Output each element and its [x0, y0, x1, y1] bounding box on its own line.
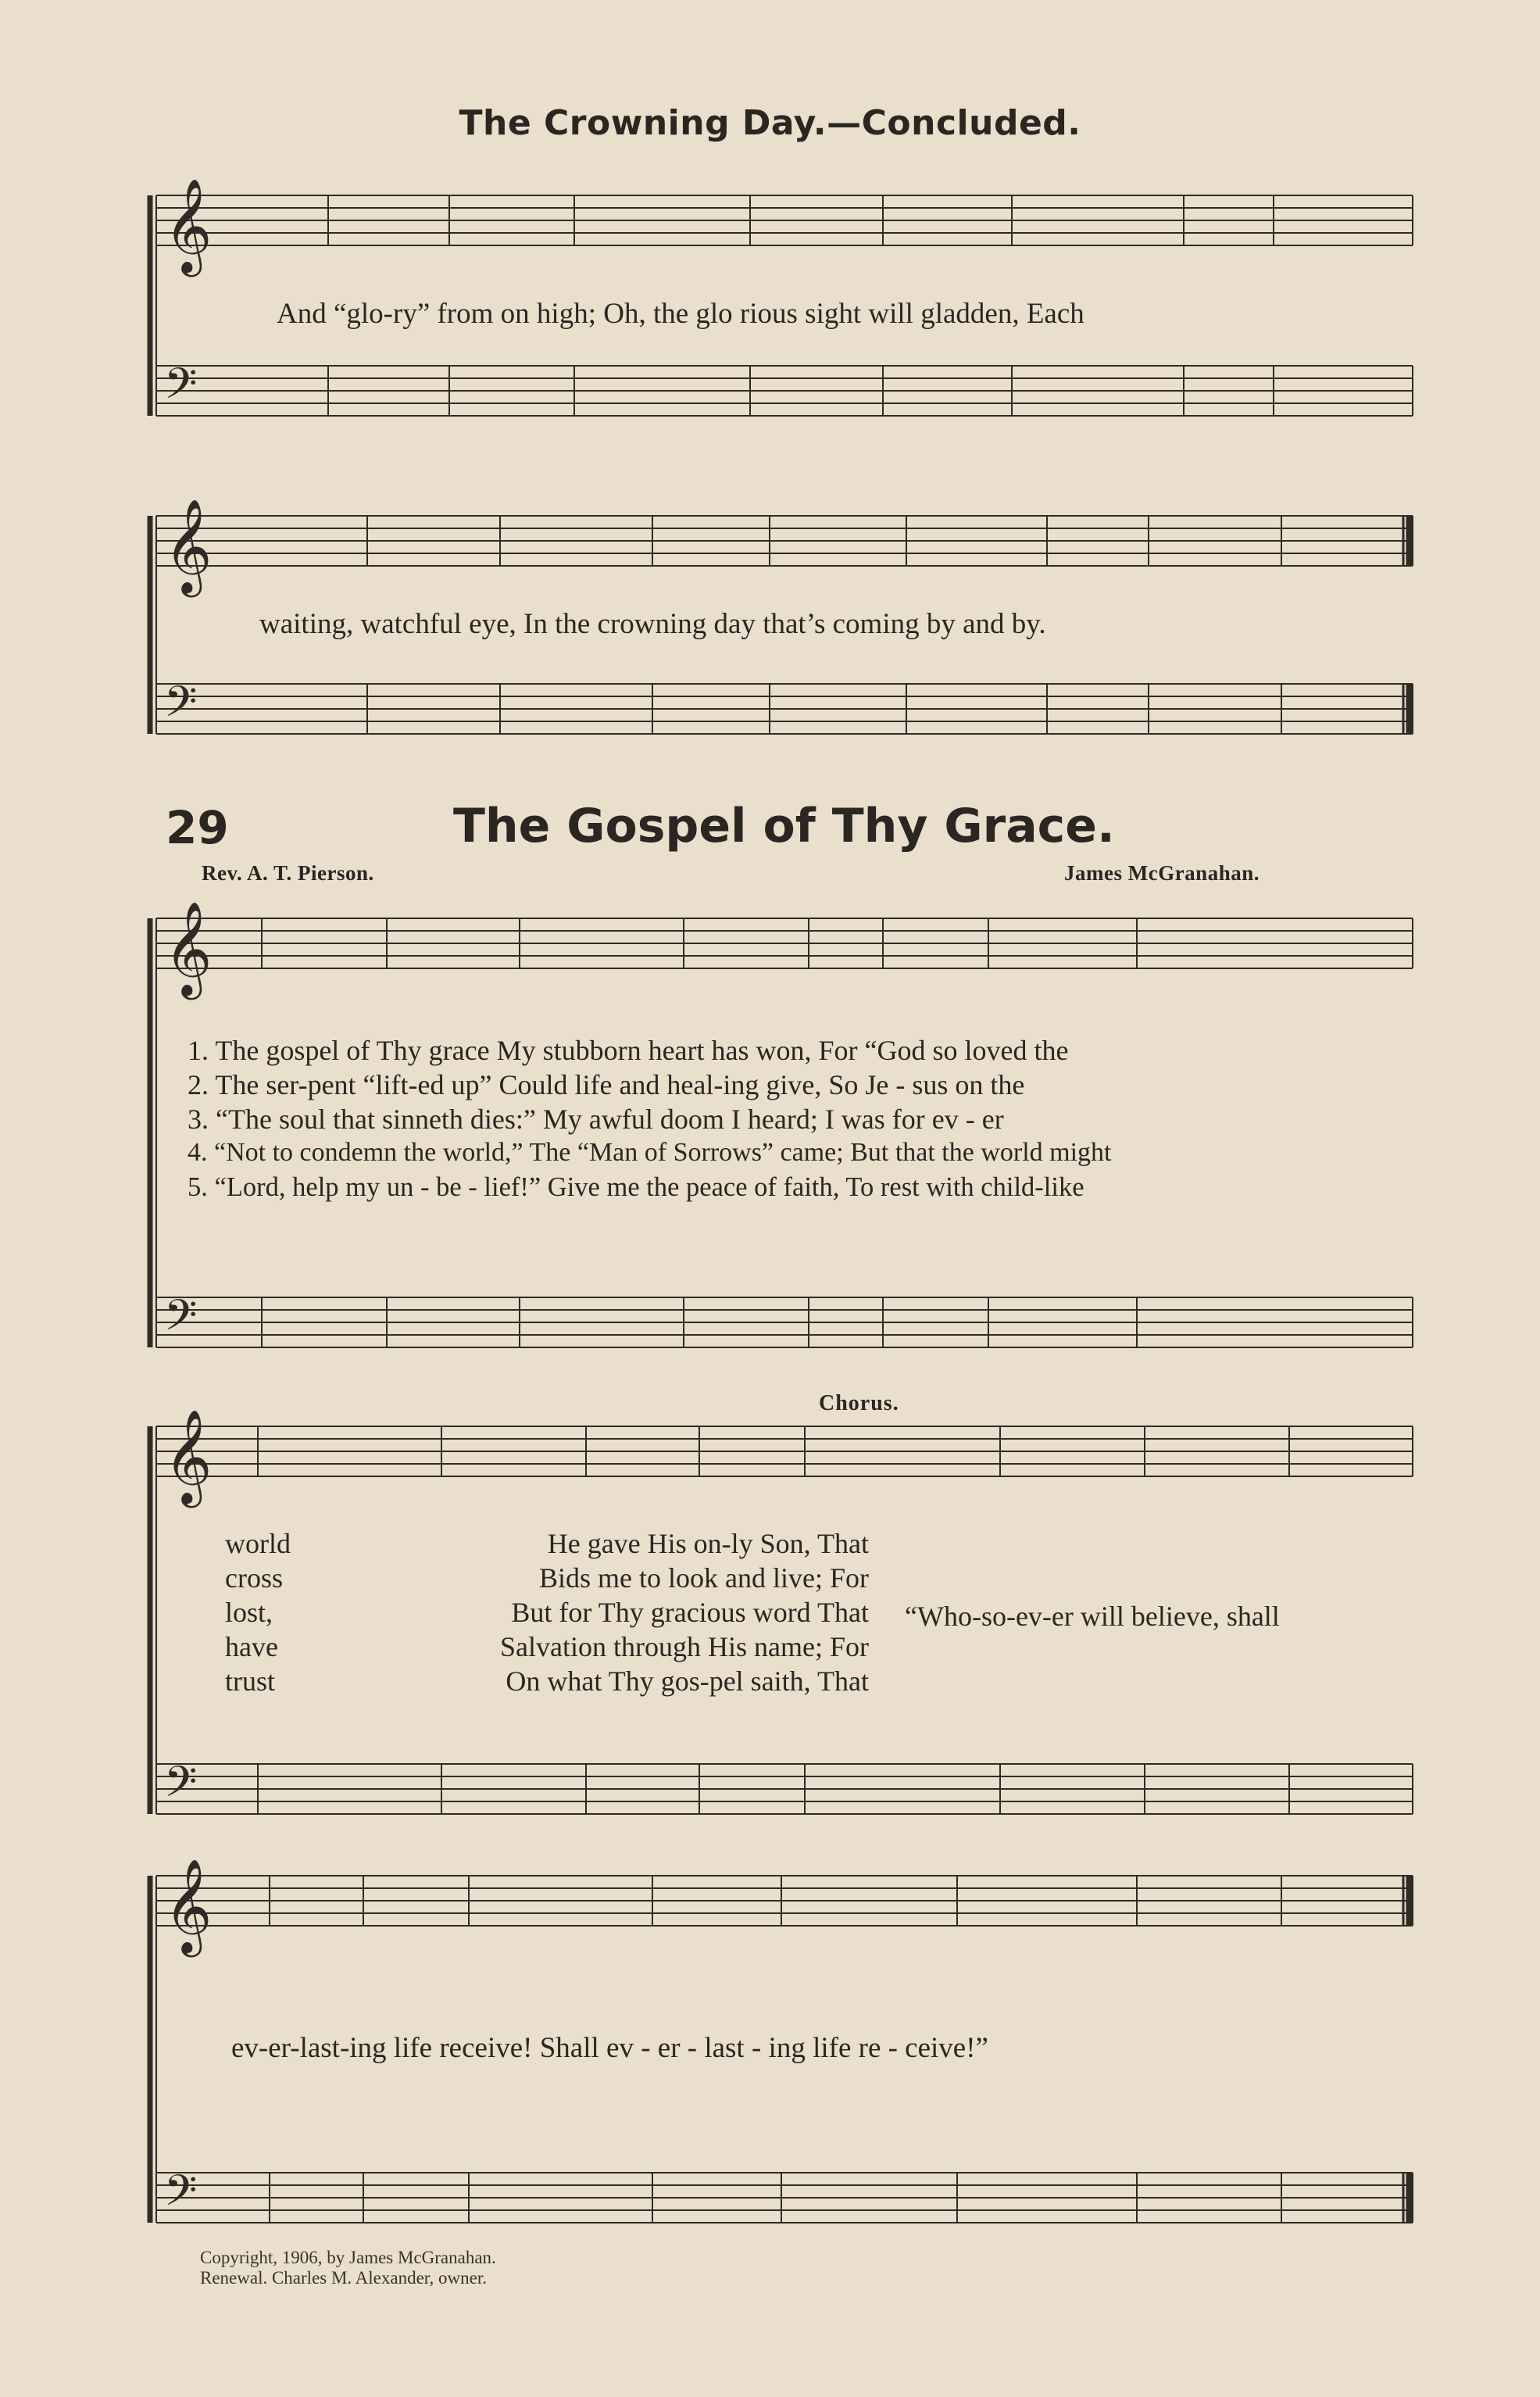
chorus-lyric: ev-er-last-ing life receive! Shall ev - er - last - ing life re - ceive!”	[231, 2032, 988, 2064]
copyright-line: Renewal. Charles M. Alexander, owner.	[200, 2268, 487, 2288]
verse-ending-word: trust	[225, 1665, 276, 1697]
treble-clef-icon: 𝄞	[164, 498, 213, 593]
lyricist-credit: Rev. A. T. Pierson.	[202, 861, 374, 885]
treble-clef-icon: 𝄞	[164, 1858, 213, 1953]
verse-line: 3. “The soul that sinneth dies:” My awful doom I heard; I was for ev - er	[188, 1104, 1004, 1135]
verse-ending-phrase: He gave His on-ly Son, That	[547, 1528, 869, 1559]
verse-ending-phrase: But for Thy gracious word That	[511, 1597, 869, 1628]
hymn-number: 29	[166, 801, 229, 854]
lyric-line: waiting, watchful eye, In the crowning day that’s coming by and by.	[259, 608, 1046, 640]
bass-clef-icon: 𝄢	[164, 359, 198, 419]
bass-clef-icon: 𝄢	[164, 2166, 198, 2226]
verse-ending-word: lost,	[225, 1597, 273, 1628]
treble-clef-icon: 𝄞	[164, 1408, 213, 1504]
continued-hymn-title: The Crowning Day.—Concluded.	[459, 103, 1081, 143]
verse-ending-word: cross	[225, 1562, 283, 1594]
copyright-line: Copyright, 1906, by James McGranahan.	[200, 2248, 496, 2267]
bass-clef-icon: 𝄢	[164, 1757, 198, 1817]
treble-clef-icon: 𝄞	[164, 177, 213, 273]
chorus-lyric: “Who-so-ev-er will believe, shall	[905, 1601, 1280, 1632]
hymn-title: The Gospel of Thy Grace.	[453, 799, 1115, 853]
verse-line: 1. The gospel of Thy grace My stubborn heart has won, For “God so loved the	[188, 1035, 1069, 1066]
verse-line: 4. “Not to condemn the world,” The “Man of Sorrows” came; But that the world might	[188, 1138, 1112, 1167]
bass-clef-icon: 𝄢	[164, 1290, 198, 1351]
composer-credit: James McGranahan.	[1064, 861, 1260, 885]
treble-clef-icon: 𝄞	[164, 900, 213, 996]
verse-line: 5. “Lord, help my un - be - lief!” Give me the peace of faith, To rest with child-like	[188, 1172, 1084, 1202]
chorus-label: Chorus.	[819, 1391, 899, 1415]
verse-ending-word: have	[225, 1631, 278, 1662]
verse-ending-phrase: Salvation through His name; For	[500, 1631, 869, 1662]
verse-ending-word: world	[225, 1528, 291, 1559]
bass-clef-icon: 𝄢	[164, 677, 198, 737]
verse-ending-phrase: On what Thy gos-pel saith, That	[506, 1665, 869, 1697]
verse-ending-phrase: Bids me to look and live; For	[539, 1562, 869, 1594]
verse-line: 2. The ser-pent “lift-ed up” Could life and heal-ing give, So Je - sus on the	[188, 1069, 1025, 1100]
lyric-line: And “glo-ry” from on high; Oh, the glo rious sight will gladden, Each	[277, 298, 1084, 330]
